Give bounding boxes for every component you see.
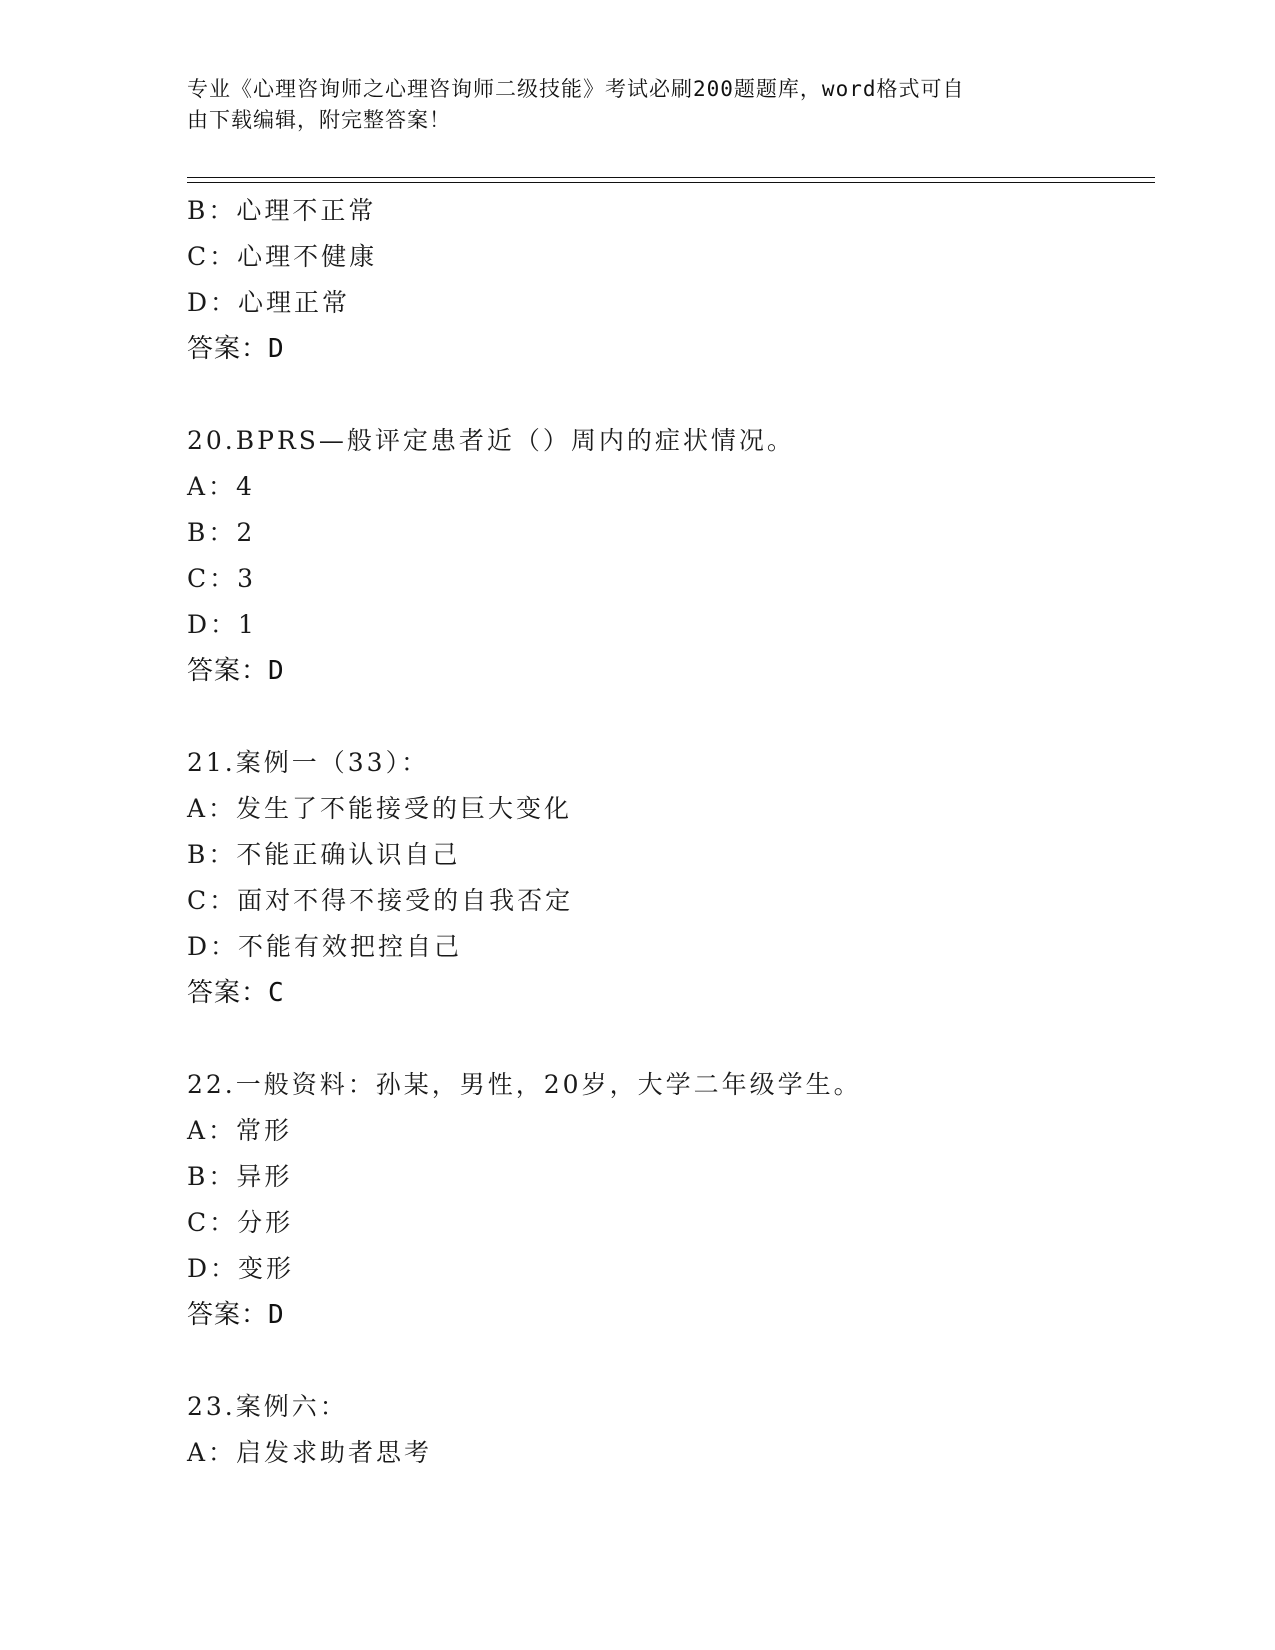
question-text: 20.BPRS—般评定患者近（）周内的症状情况。 — [187, 426, 795, 455]
option-d: D：心理正常 — [187, 288, 351, 317]
question-block-continued — [187, 188, 1147, 372]
option-d: D：不能有效把控自己 — [187, 932, 463, 961]
option-a: A：发生了不能接受的巨大变化 — [187, 794, 573, 823]
question-block-21 — [187, 740, 1147, 1016]
document-header — [187, 74, 1067, 136]
question-text: 23.案例六： — [187, 1392, 348, 1421]
option-b: B：不能正确认识自己 — [187, 840, 461, 869]
answer-line: 答案：C — [187, 978, 285, 1008]
header-divider-top — [187, 177, 1155, 178]
option-c: C：心理不健康 — [187, 242, 378, 271]
question-block-23 — [187, 1384, 1147, 1476]
question-block-20 — [187, 418, 1147, 694]
question-text: 21.案例一（33）： — [187, 748, 430, 777]
spacer — [187, 1338, 1147, 1384]
option-b: B：2 — [187, 518, 256, 547]
option-d: D：变形 — [187, 1254, 295, 1283]
question-block-22 — [187, 1062, 1147, 1338]
spacer — [187, 694, 1147, 740]
option-c: C：分形 — [187, 1208, 294, 1237]
header-text-line-1: 专业《心理咨询师之心理咨询师二级技能》考试必刷200题题库，word格式可自 — [187, 77, 965, 101]
answer-line: 答案：D — [187, 656, 285, 686]
answer-line: 答案：D — [187, 334, 285, 364]
option-a: A：启发求助者思考 — [187, 1438, 433, 1467]
header-divider-bottom — [187, 182, 1155, 183]
question-text: 22.一般资料：孙某，男性，20岁，大学二年级学生。 — [187, 1070, 862, 1099]
option-a: A：常形 — [187, 1116, 293, 1145]
option-c: C：面对不得不接受的自我否定 — [187, 886, 574, 915]
option-c: C：3 — [187, 564, 257, 593]
option-a: A：4 — [187, 472, 255, 501]
option-b: B：异形 — [187, 1162, 293, 1191]
answer-line: 答案：D — [187, 1300, 285, 1330]
spacer — [187, 372, 1147, 418]
header-text-line-2: 由下载编辑，附完整答案！ — [187, 108, 451, 132]
option-d: D：1 — [187, 610, 257, 639]
question-list — [187, 188, 1147, 1476]
spacer — [187, 1016, 1147, 1062]
option-b: B：心理不正常 — [187, 196, 377, 225]
